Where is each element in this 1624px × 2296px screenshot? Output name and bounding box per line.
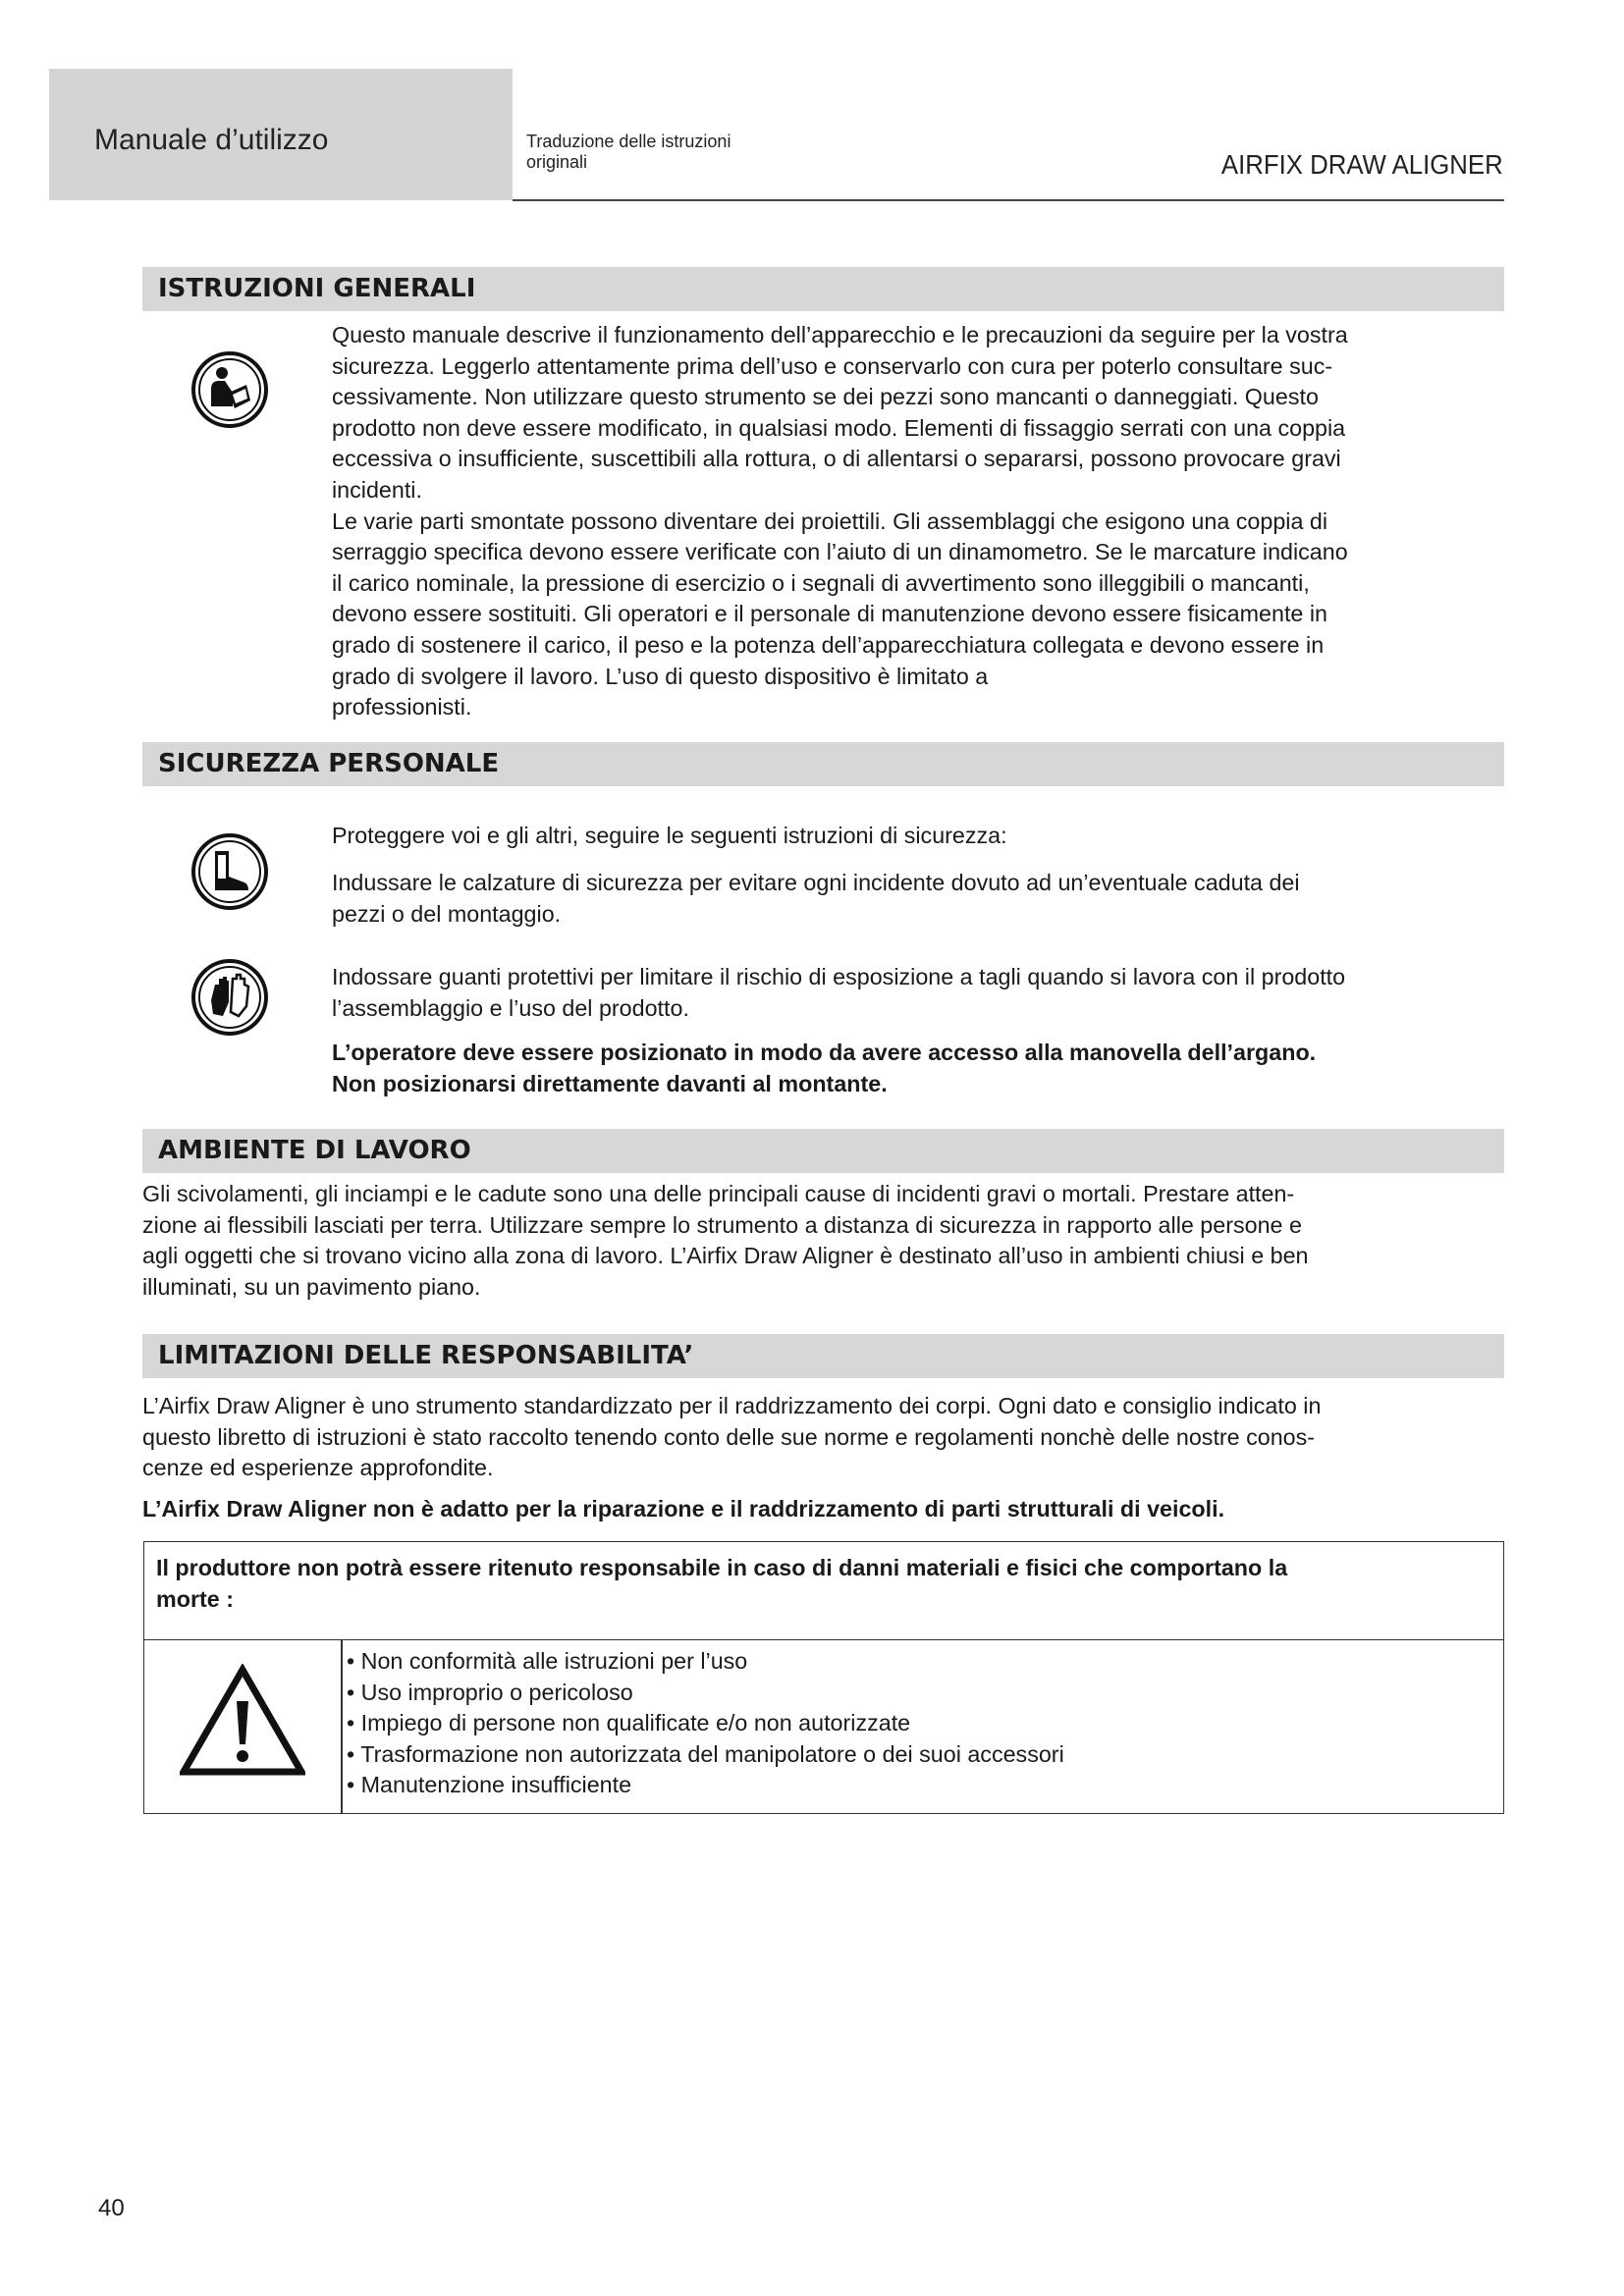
text-line: illuminati, su un pavimento piano. [142, 1273, 481, 1300]
section-title-general: ISTRUZIONI GENERALI [142, 267, 1504, 311]
text-line: cenze ed esperienze approfondite. [142, 1455, 494, 1481]
warning-triangle-icon [180, 1664, 305, 1778]
text-line: professionisti. [332, 694, 472, 721]
section-title-liability: LIMITAZIONI DELLE RESPONSABILITA’ [142, 1334, 1504, 1378]
operator-warning [332, 1038, 1316, 1099]
text-line: Non posizionarsi direttamente davanti al montante. [332, 1070, 888, 1096]
text-line: l’assemblaggio e l’uso del prodotto. [332, 994, 689, 1021]
text-line: morte : [156, 1586, 234, 1612]
workplace-text [142, 1179, 1309, 1303]
liability-box [143, 1541, 1504, 1814]
text-line: grado di sostenere il carico, il peso e la potenza dell’apparecchiatura collegata e devono essere in [332, 631, 1325, 658]
section-title-personal: SICUREZZA PERSONALE [142, 742, 1504, 786]
header-subtitle-line: originali [526, 152, 588, 172]
text-line: grado di svolgere il lavoro. L’uso di questo dispositivo è limitato a [332, 663, 989, 689]
liability-box-divider [341, 1640, 343, 1813]
text-line: Indossare guanti protettivi per limitare il rischio di esposizione a tagli quando si lavora con il prodotto [332, 964, 1346, 989]
text-line: serraggio specifica devono essere verificate con l’aiuto di un dinamometro. Se le marcature indicano [332, 539, 1348, 565]
manual-title: Manuale d’utilizzo [94, 124, 329, 156]
liability-text [142, 1391, 1321, 1484]
liability-box-heading [144, 1542, 1503, 1640]
text-line: Il produttore non potrà essere ritenuto responsabile in caso di danni materiali e fisici che comportano la [156, 1555, 1288, 1580]
header-subtitle [526, 132, 731, 173]
safety-boots-icon [189, 831, 270, 912]
read-manual-icon [189, 349, 270, 430]
header-subtitle-line: Traduzione delle istruzioni [526, 132, 731, 151]
list-item: • Impiego di persone non qualificate e/o non autorizzate [347, 1710, 911, 1736]
safety-gloves-icon [189, 957, 270, 1038]
liability-bold-note: L’Airfix Draw Aligner non è adatto per la riparazione e il raddrizzamento di parti strutturali di veicoli. [142, 1496, 1225, 1522]
text-line: Questo manuale descrive il funzionamento dell’apparecchio e le precauzioni da seguire per la vostra [332, 322, 1348, 347]
list-item: • Manutenzione insufficiente [347, 1772, 632, 1798]
text-line: agli oggetti che si trovano vicino alla zona di lavoro. L’Airfix Draw Aligner è destinato all’uso in ambienti chiusi e ben [142, 1243, 1309, 1269]
text-line: sicurezza. Leggerlo attentamente prima dell’uso e conservarlo con cura per poterlo consultare suc- [332, 352, 1333, 379]
page-number: 40 [98, 2195, 125, 2221]
text-line: L’operatore deve essere posizionato in modo da avere accesso alla manovella dell’argano. [332, 1040, 1317, 1065]
product-name: AIRFIX DRAW ALIGNER [1221, 149, 1503, 180]
section-title-workplace: AMBIENTE DI LAVORO [142, 1129, 1504, 1173]
text-line: questo libretto di istruzioni è stato raccolto tenendo conto delle sue norme e regolamenti nonchè delle nostre conos- [142, 1423, 1316, 1450]
text-line: il carico nominale, la pressione di esercizio o i segnali di avvertimento sono illeggibili o mancanti, [332, 569, 1310, 596]
text-line: zione ai flessibili lasciati per terra. Utilizzare sempre lo strumento a distanza di sicurezza in rapporto alle persone e [142, 1211, 1302, 1238]
list-item: • Trasformazione non autorizzata del manipolatore o dei suoi accessori [347, 1740, 1064, 1767]
text-line: devono essere sostituiti. Gli operatori e il personale di manutenzione devono essere fisicamente in [332, 601, 1327, 627]
text-line: Indussare le calzature di sicurezza per evitare ogni incidente dovuto ad un’eventuale caduta dei [332, 870, 1300, 895]
personal-intro: Proteggere voi e gli altri, seguire le seguenti istruzioni di sicurezza: [332, 823, 1007, 848]
text-line: incidenti. [332, 476, 422, 503]
text-line: prodotto non deve essere modificato, in qualsiasi modo. Elementi di fissaggio serrati con una coppia [332, 414, 1346, 441]
boots-text [332, 868, 1300, 930]
general-text [332, 320, 1348, 723]
gloves-text [332, 962, 1345, 1024]
text-line: Gli scivolamenti, gli inciampi e le cadute sono una delle principali cause di incidenti gravi o mortali. Prestare atten- [142, 1181, 1295, 1206]
list-item: • Non conformità alle istruzioni per l’uso [347, 1648, 748, 1674]
text-line: L’Airfix Draw Aligner è uno strumento standardizzato per il raddrizzamento dei corpi. Ogni dato e consiglio indicato in [142, 1393, 1322, 1418]
text-line: pezzi o del montaggio. [332, 900, 562, 927]
liability-causes-list [347, 1646, 1064, 1801]
list-item: • Uso improprio o pericoloso [347, 1679, 633, 1705]
text-line: Le varie parti smontate possono diventare dei proiettili. Gli assemblaggi che esigono una coppia di [332, 507, 1328, 534]
text-line: cessivamente. Non utilizzare questo strumento se dei pezzi sono mancanti o danneggiati. Questo [332, 384, 1319, 410]
header-divider [513, 199, 1504, 201]
text-line: eccessiva o insufficiente, suscettibili alla rottura, o di allentarsi o separarsi, possono provocare gravi [332, 446, 1341, 472]
